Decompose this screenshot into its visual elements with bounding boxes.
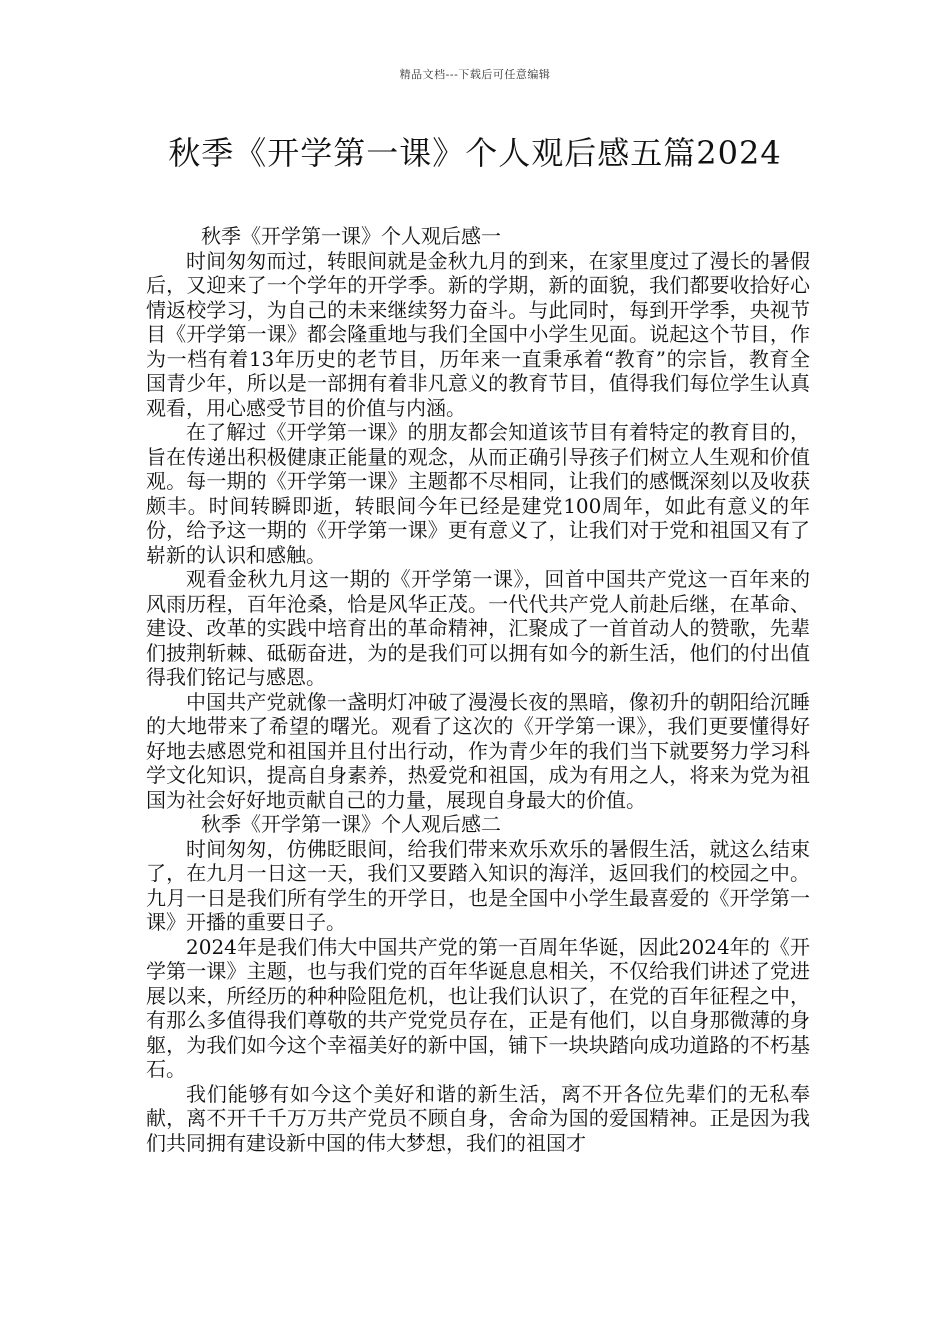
page-title: 秋季《开学第一课》个人观后感五篇2024 [168,134,782,172]
paragraph: 中国共产党就像一盏明灯冲破了漫漫长夜的黑暗，像初升的朝阳给沉睡的大地带来了希望的曙光。观看了这次的《开学第一课》，我们更要懂得好好地去感恩党和祖国并且付出行动，作为青少年的我们当下就要努力学习科学文化知识，提高自身素养，热爱党和祖国，成为有用之人，将来为党为祖国为社会好好地贡献自己的力量，展现自身最大的价值。 [146,689,810,812]
section-heading-2: 秋季《开学第一课》个人观后感二 [201,812,501,836]
paragraph: 时间匆匆，仿佛眨眼间，给我们带来欢乐欢乐的暑假生活，就这么结束了，在九月一日这一天，我们又要踏入知识的海洋，返回我们的校园之中。九月一日是我们所有学生的开学日，也是全国中小学生最喜爱的《开学第一课》开播的重要日子。 [146,836,810,934]
document-body [146,224,810,1155]
paragraph: 2024年是我们伟大中国共产党的第一百周年华诞，因此2024年的《开学第一课》主题，也与我们党的百年华诞息息相关，不仅给我们讲述了党进展以来，所经历的种种险阻危机，也让我们认识了，在党的百年征程之中，有那么多值得我们尊敬的共产党党员存在，正是有他们，以自身那微薄的身躯，为我们如今这个幸福美好的新中国，铺下一块块踏向成功道路的不朽基石。 [146,934,810,1081]
paragraph: 时间匆匆而过，转眼间就是金秋九月的到来，在家里度过了漫长的暑假后，又迎来了一个学年的开学季。新的学期，新的面貌，我们都要收拾好心情返校学习，为自己的未来继续努力奋斗。与此同时，每到开学季，央视节目《开学第一课》都会隆重地与我们全国中小学生见面。说起这个节目，作为一档有着13年历史的老节目，历年来一直秉承着“教育”的宗旨，教育全国青少年，所以是一部拥有着非凡意义的教育节目，值得我们每位学生认真观看，用心感受节目的价值与内涵。 [146,248,810,420]
paragraph: 我们能够有如今这个美好和谐的新生活，离不开各位先辈们的无私奉献，离不开千千万万共产党员不顾自身，舍命为国的爱国精神。正是因为我们共同拥有建设新中国的伟大梦想，我们的祖国才 [146,1081,810,1155]
paragraph: 观看金秋九月这一期的《开学第一课》，回首中国共产党这一百年来的风雨历程，百年沧桑，恰是风华正茂。一代代共产党人前赴后继，在革命、建设、改革的实践中培育出的革命精神，汇聚成了一首首动人的赞歌，先辈们披荆斩棘、砥砺奋进，为的是我们可以拥有如今的新生活，他们的付出值得我们铭记与感恩。 [146,567,810,689]
section-heading-1: 秋季《开学第一课》个人观后感一 [201,224,501,248]
paragraph: 在了解过《开学第一课》的朋友都会知道该节目有着特定的教育目的，旨在传递出积极健康正能量的观念，从而正确引导孩子们树立人生观和价值观。每一期的《开学第一课》主题都不尽相同，让我们的感慨深刻以及收获颇丰。时间转瞬即逝，转眼间今年已经是建党100周年，如此有意义的年份，给予这一期的《开学第一课》更有意义了，让我们对于党和祖国又有了崭新的认识和感触。 [146,420,810,567]
header-note: 精品文档---下载后可任意编辑 [399,68,551,81]
